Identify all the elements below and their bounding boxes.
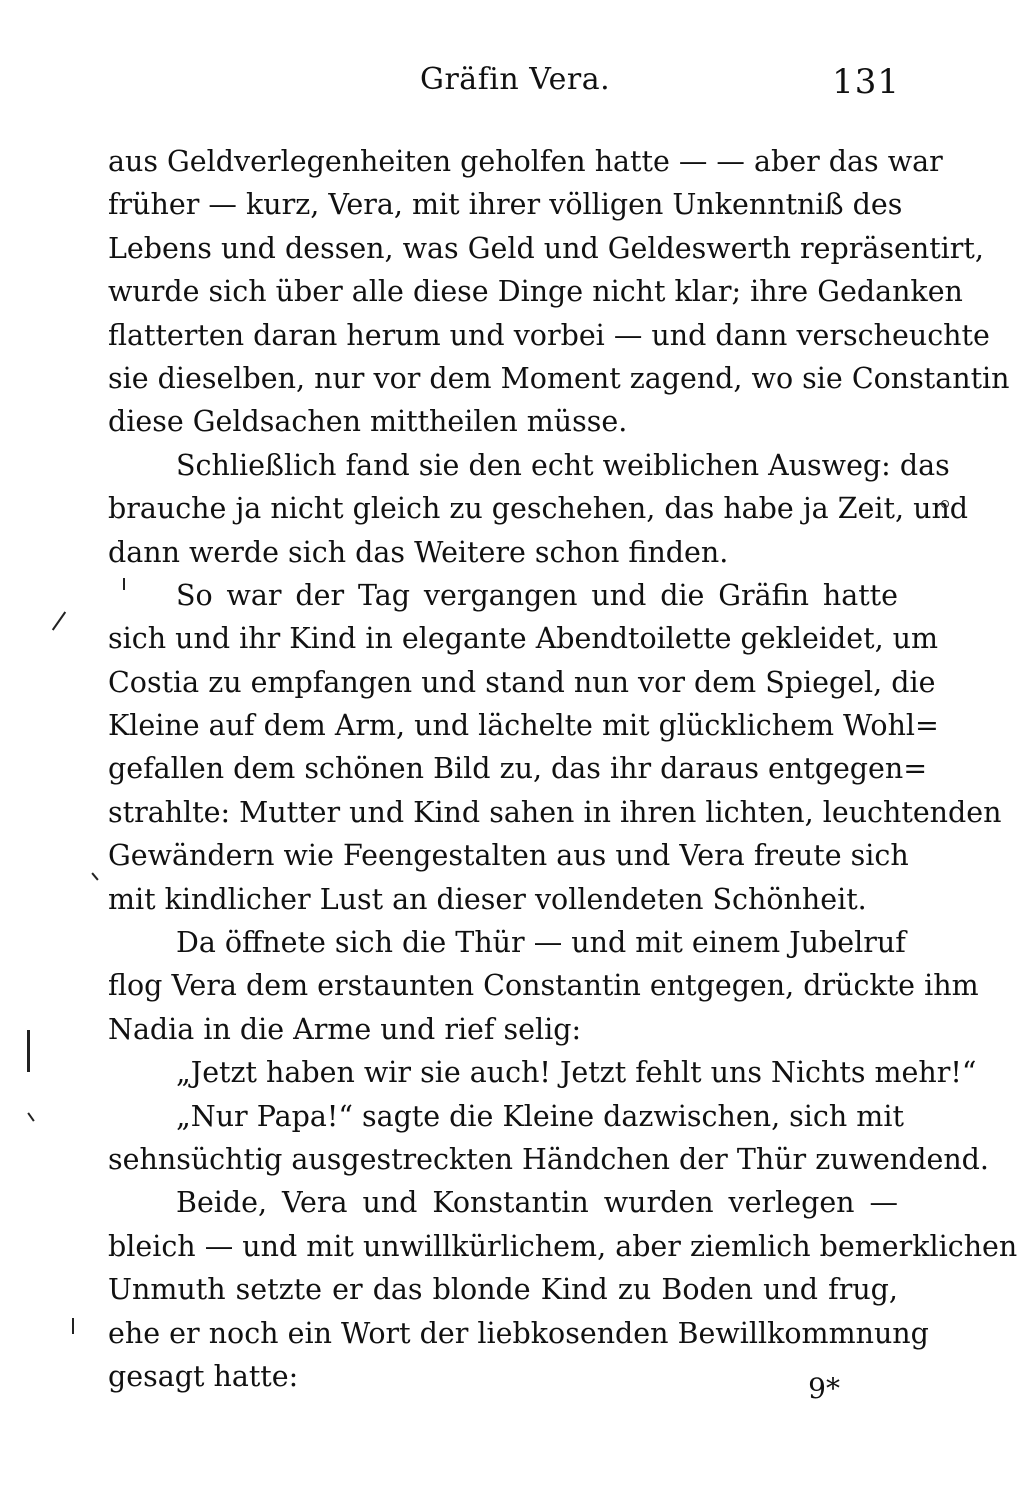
text-line: Lebens und dessen, was Geld und Geldeswerth repräsentirt, [108, 231, 984, 265]
text-line: Nadia in die Arme und rief selig: [108, 1012, 582, 1046]
text-line: Kleine auf dem Arm, und lächelte mit glücklichem Wohl= [108, 709, 939, 743]
text-line: mit kindlicher Lust an dieser vollendeten Schönheit. [108, 882, 867, 916]
text-line: sich und ihr Kind in elegante Abendtoilette gekleidet, um [108, 622, 939, 656]
running-title: Gräfin Vera. [420, 62, 611, 97]
text-line: bleich — und mit unwillkürlichem, aber ziemlich bemerklichen [108, 1229, 1017, 1263]
text-line: früher — kurz, Vera, mit ihrer völligen Unkenntniß des [108, 188, 903, 222]
text-line: strahlte: Mutter und Kind sahen in ihren lichten, leuchtenden [108, 795, 1002, 829]
signature-mark: 9* [808, 1372, 840, 1405]
text-line: Gewändern wie Feengestalten aus und Vera freute sich [108, 839, 909, 873]
text-line: sehnsüchtig ausgestreckten Händchen der Thür zuwendend. [108, 1142, 989, 1176]
text-line: „Jetzt haben wir sie auch! Jetzt fehlt uns Nichts mehr!“ [176, 1056, 977, 1090]
text-line: wurde sich über alle diese Dinge nicht klar; ihre Gedanken [108, 275, 963, 309]
text-line: gefallen dem schönen Bild zu, das ihr daraus entgegen= [108, 752, 928, 786]
body-text [108, 140, 1017, 1398]
text-line: dann werde sich das Weitere schon finden. [108, 535, 729, 569]
text-line: sie dieselben, nur vor dem Moment zagend, wo sie Constantin [108, 361, 1010, 395]
margin-mark [72, 1318, 74, 1334]
text-line: flatterten daran herum und vorbei — und dann verscheuchte [108, 318, 990, 352]
text-line: Da öffnete sich die Thür — und mit einem Jubelruf [176, 926, 906, 960]
margin-mark [52, 611, 66, 630]
text-line: Beide, Vera und Konstantin wurden verlegen — [176, 1186, 898, 1220]
text-line: Schließlich fand sie den echt weiblichen Ausweg: das [176, 448, 950, 482]
text-line: brauche ja nicht gleich zu geschehen, das habe ja Zeit, und [108, 492, 969, 526]
text-line: diese Geldsachen mittheilen müsse. [108, 405, 628, 439]
text-line: Unmuth setzte er das blonde Kind zu Boden und frug, [108, 1273, 898, 1307]
margin-mark [941, 500, 949, 508]
text-line: So war der Tag vergangen und die Gräfin hatte [176, 578, 898, 612]
page-number: 131 [832, 62, 900, 102]
text-line: Costia zu empfangen und stand nun vor dem Spiegel, die [108, 665, 936, 699]
text-line: gesagt hatte: [108, 1359, 299, 1393]
margin-mark [27, 1030, 30, 1072]
margin-mark [123, 578, 125, 590]
text-line: flog Vera dem erstaunten Constantin entgegen, drückte ihm [108, 969, 979, 1003]
page-header [0, 62, 1000, 112]
text-line: aus Geldverlegenheiten geholfen hatte — — aber das war [108, 145, 943, 178]
margin-mark [91, 872, 98, 880]
margin-mark [27, 1112, 34, 1121]
text-line: ehe er noch ein Wort der liebkosenden Bewillkommnung [108, 1316, 929, 1350]
text-line: „Nur Papa!“ sagte die Kleine dazwischen, sich mit [176, 1099, 904, 1133]
